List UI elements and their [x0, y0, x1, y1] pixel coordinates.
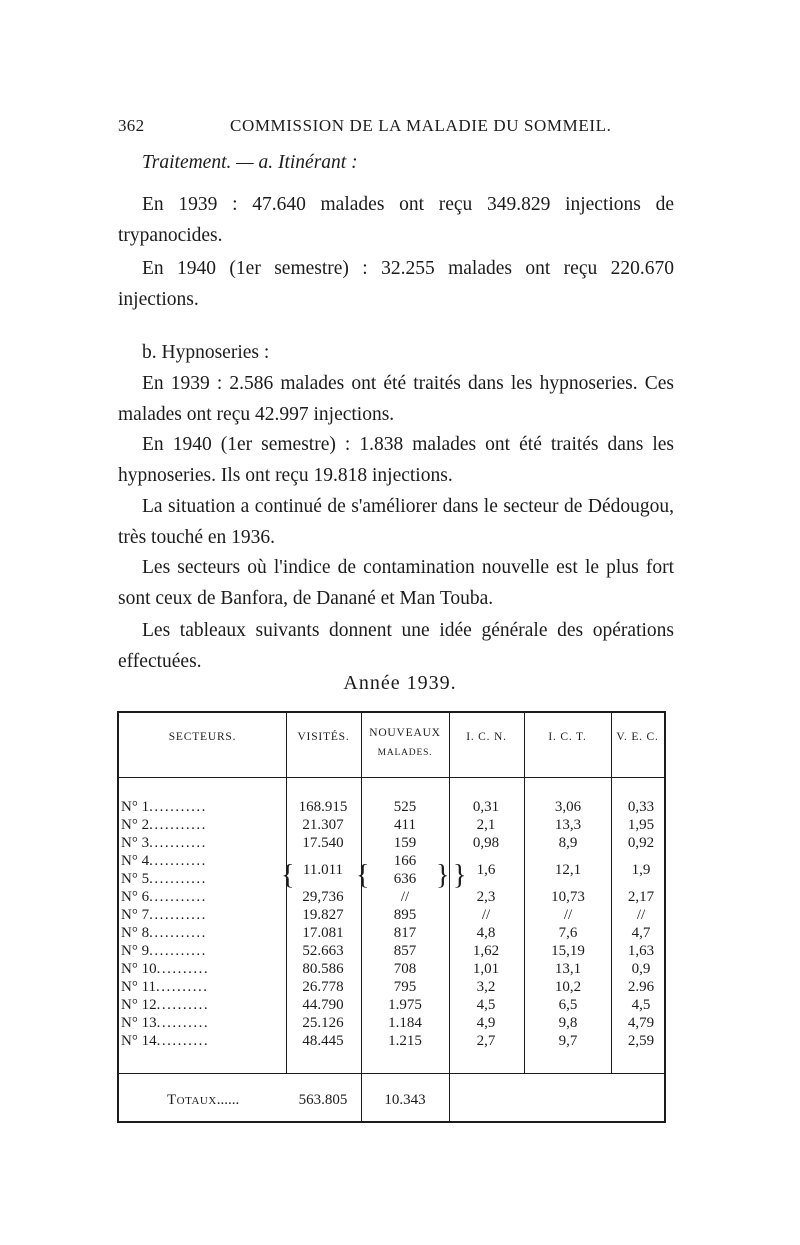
cell-ict: 9,8 [558, 1015, 578, 1031]
cell-nouveaux: 1.215 [388, 1033, 422, 1049]
header-nouveaux-line1: NOUVEAUX [369, 727, 441, 739]
cell-vec: 2,59 [627, 1033, 655, 1049]
cell-secteur [121, 907, 285, 924]
cell-visites: 26.778 [302, 979, 344, 995]
paragraph-hypnoseries-1940 [118, 429, 674, 491]
cell-icn: 1,62 [472, 943, 500, 959]
cell-icn: 0,98 [472, 835, 500, 851]
leader-dots: ........... [149, 853, 207, 869]
header-nouveaux-line2: MALADES. [377, 748, 433, 758]
paragraph-text: En 1939 : 47.640 malades ont reçu 349.829 injections de trypanocides. [118, 194, 674, 246]
cell-nouveaux: 159 [393, 835, 417, 851]
cell-nouveaux: 1.975 [388, 997, 422, 1013]
cell-secteur [121, 1015, 285, 1032]
cell-nouveaux: 525 [393, 799, 417, 815]
total-nouveaux: 10.343 [384, 1092, 426, 1108]
table-row [119, 1015, 664, 1033]
cell-nouveaux: 411 [394, 817, 416, 833]
paragraph-contamination [118, 552, 674, 614]
cell-icn: 2,1 [476, 817, 496, 833]
paragraph-text: La situation a continué de s'améliorer dans le secteur de Dédougou, très touché en 1936. [118, 496, 674, 548]
cell-vec: 1,63 [627, 943, 655, 959]
total-visites: 563.805 [298, 1092, 348, 1108]
cell-icn: 1,6 [476, 862, 496, 878]
table-row [119, 889, 664, 907]
cell-visites: 19.827 [302, 907, 344, 923]
secteur-label: N° 12 [121, 997, 157, 1013]
secteur-label: N° 1 [121, 799, 150, 815]
leader-dots: ........... [149, 817, 207, 833]
secteur-label: N° 9 [121, 943, 150, 959]
cell-visites: 48.445 [302, 1033, 344, 1049]
cell-ict: // [563, 907, 573, 923]
leader-dots: ........... [149, 799, 207, 815]
cell-visites: 168.915 [298, 799, 348, 815]
paragraph-tableaux [118, 615, 674, 677]
secteur-label: N° 3 [121, 835, 150, 851]
table-row [119, 997, 664, 1015]
paragraph-text: Traitement. — a. Itinérant : [142, 152, 358, 173]
cell-vec: 0,9 [631, 961, 651, 977]
secteur-label: N° 2 [121, 817, 150, 833]
leader-dots: ........... [149, 925, 207, 941]
leader-dots: ...... [216, 1092, 240, 1108]
cell-nouveaux: 166 [393, 853, 417, 869]
cell-icn: 2,3 [476, 889, 496, 905]
cell-visites: 80.586 [302, 961, 344, 977]
table-row [119, 907, 664, 925]
header-visites: VISITÉS. [297, 731, 350, 743]
cell-secteur [121, 943, 285, 960]
cell-secteur [121, 889, 285, 906]
leader-dots: .......... [156, 961, 210, 977]
secteur-label: N° 7 [121, 907, 150, 923]
totals-rule [119, 1073, 664, 1074]
totals-row [119, 1092, 664, 1110]
cell-vec: 4,5 [631, 997, 651, 1013]
cell-icn: 0,31 [472, 799, 500, 815]
cell-nouveaux: 795 [393, 979, 417, 995]
cell-vec: 1,9 [631, 862, 651, 878]
paragraph-text: b. Hypnoseries : [142, 342, 270, 363]
cell-icn: 1,01 [472, 961, 500, 977]
cell-secteur [121, 835, 285, 852]
cell-ict: 13,1 [554, 961, 582, 977]
leader-dots: ........... [149, 871, 207, 887]
cell-ict: 10,73 [551, 889, 585, 905]
cell-vec: 2,17 [627, 889, 655, 905]
cell-icn: // [481, 907, 491, 923]
header-vec: V. E. C. [616, 731, 659, 743]
cell-vec: 0,33 [627, 799, 655, 815]
leader-dots: ........... [149, 835, 207, 851]
cell-icn: 3,2 [476, 979, 496, 995]
table-heading: Année 1939. [343, 672, 457, 694]
cell-secteur [121, 817, 285, 834]
brace-glyph: { [281, 860, 295, 891]
brace-glyph: { [356, 860, 370, 891]
brace-glyph: } [453, 860, 467, 891]
secteur-label: N° 11 [121, 979, 157, 995]
cell-secteur [121, 961, 285, 978]
cell-ict: 8,9 [558, 835, 578, 851]
cell-ict: 6,5 [558, 997, 578, 1013]
cell-ict: 15,19 [551, 943, 585, 959]
paragraph-itinerant-1939 [118, 189, 674, 251]
cell-visites: 21.307 [302, 817, 344, 833]
cell-secteur [121, 997, 285, 1014]
header-ict: I. C. T. [548, 731, 587, 743]
cell-visites: 29,736 [302, 889, 344, 905]
paragraph-traitement [118, 147, 674, 178]
cell-nouveaux: 1.184 [388, 1015, 422, 1031]
leader-dots: .......... [156, 997, 210, 1013]
paragraph-text: Les secteurs où l'indice de contamination nouvelle est le plus fort sont ceux de Banfora, de Danané et Man Touba. [118, 557, 674, 609]
cell-visites: 17.081 [302, 925, 344, 941]
cell-secteur [121, 925, 285, 942]
secteur-label: N° 4 [121, 853, 150, 869]
paragraph-text: Les tableaux suivants donnent une idée générale des opérations effectuées. [118, 620, 674, 672]
header-rule [119, 777, 664, 778]
totals-label: Totaux [167, 1092, 217, 1108]
running-title: COMMISSION DE LA MALADIE DU SOMMEIL. [230, 116, 612, 135]
cell-secteur [121, 979, 285, 996]
paragraph-text: En 1940 (1er semestre) : 1.838 malades ont été traités dans les hypnoseries. Ils ont reçu 19.818 injections. [118, 434, 674, 486]
paragraph-text: En 1940 (1er semestre) : 32.255 malades ont reçu 220.670 injections. [118, 258, 674, 310]
table-row [119, 961, 664, 979]
cell-ict: 7,6 [558, 925, 578, 941]
paragraph-dedougou [118, 491, 674, 553]
cell-icn: 4,5 [476, 997, 496, 1013]
cell-visites: 52.663 [302, 943, 344, 959]
cell-visites: 17.540 [302, 835, 344, 851]
cell-ict: 3,06 [554, 799, 582, 815]
paragraph-itinerant-1940 [118, 253, 674, 315]
header-nouveaux-malades [361, 723, 449, 763]
paragraph-text: En 1939 : 2.586 malades ont été traités dans les hypnoseries. Ces malades ont reçu 42.997 injections. [118, 373, 674, 425]
cell-vec: 0,92 [627, 835, 655, 851]
header-secteurs: SECTEURS. [168, 731, 237, 743]
leader-dots: .......... [156, 1033, 210, 1049]
cell-nouveaux: 708 [393, 961, 417, 977]
cell-visites: 11.011 [302, 862, 344, 878]
table-row [119, 943, 664, 961]
cell-secteur [121, 1033, 285, 1050]
cell-icn: 4,9 [476, 1015, 496, 1031]
secteur-label: N° 5 [121, 871, 150, 887]
secteur-label: N° 14 [121, 1033, 157, 1049]
cell-visites: 44.790 [302, 997, 344, 1013]
table-row [119, 979, 664, 997]
secteur-label: N° 10 [121, 961, 157, 977]
leader-dots: .......... [156, 1015, 210, 1031]
leader-dots: ........... [149, 907, 207, 923]
brace-glyph: } [436, 860, 450, 891]
page-number: 362 [118, 116, 145, 135]
cell-vec: 2.96 [627, 979, 655, 995]
secteur-label: N° 13 [121, 1015, 157, 1031]
cell-visites: 25.126 [302, 1015, 344, 1031]
paragraph-hypnoseries [118, 337, 674, 368]
cell-secteur [121, 799, 285, 816]
table-row [119, 925, 664, 943]
secteur-label: N° 8 [121, 925, 150, 941]
header-icn: I. C. N. [466, 731, 507, 743]
leader-dots: ........... [149, 943, 207, 959]
cell-vec: 1,95 [627, 817, 655, 833]
cell-vec: 4,79 [627, 1015, 655, 1031]
secteur-label: N° 6 [121, 889, 150, 905]
cell-nouveaux: // [400, 889, 410, 905]
cell-ict: 12,1 [554, 862, 582, 878]
statistics-table [117, 711, 666, 1123]
table-row [119, 835, 664, 853]
table-row [119, 1033, 664, 1051]
table-row [119, 799, 664, 817]
cell-nouveaux: 636 [393, 871, 417, 887]
cell-icn: 4,8 [476, 925, 496, 941]
cell-nouveaux: 817 [393, 925, 417, 941]
cell-ict: 9,7 [558, 1033, 578, 1049]
paragraph-hypnoseries-1939 [118, 368, 674, 430]
cell-nouveaux: 895 [393, 907, 417, 923]
table-row [119, 817, 664, 835]
cell-ict: 13,3 [554, 817, 582, 833]
cell-ict: 10,2 [554, 979, 582, 995]
leader-dots: .......... [156, 979, 209, 995]
cell-icn: 2,7 [476, 1033, 496, 1049]
cell-nouveaux: 857 [393, 943, 417, 959]
cell-vec: 4,7 [631, 925, 651, 941]
leader-dots: ........... [149, 889, 207, 905]
cell-vec: // [636, 907, 646, 923]
